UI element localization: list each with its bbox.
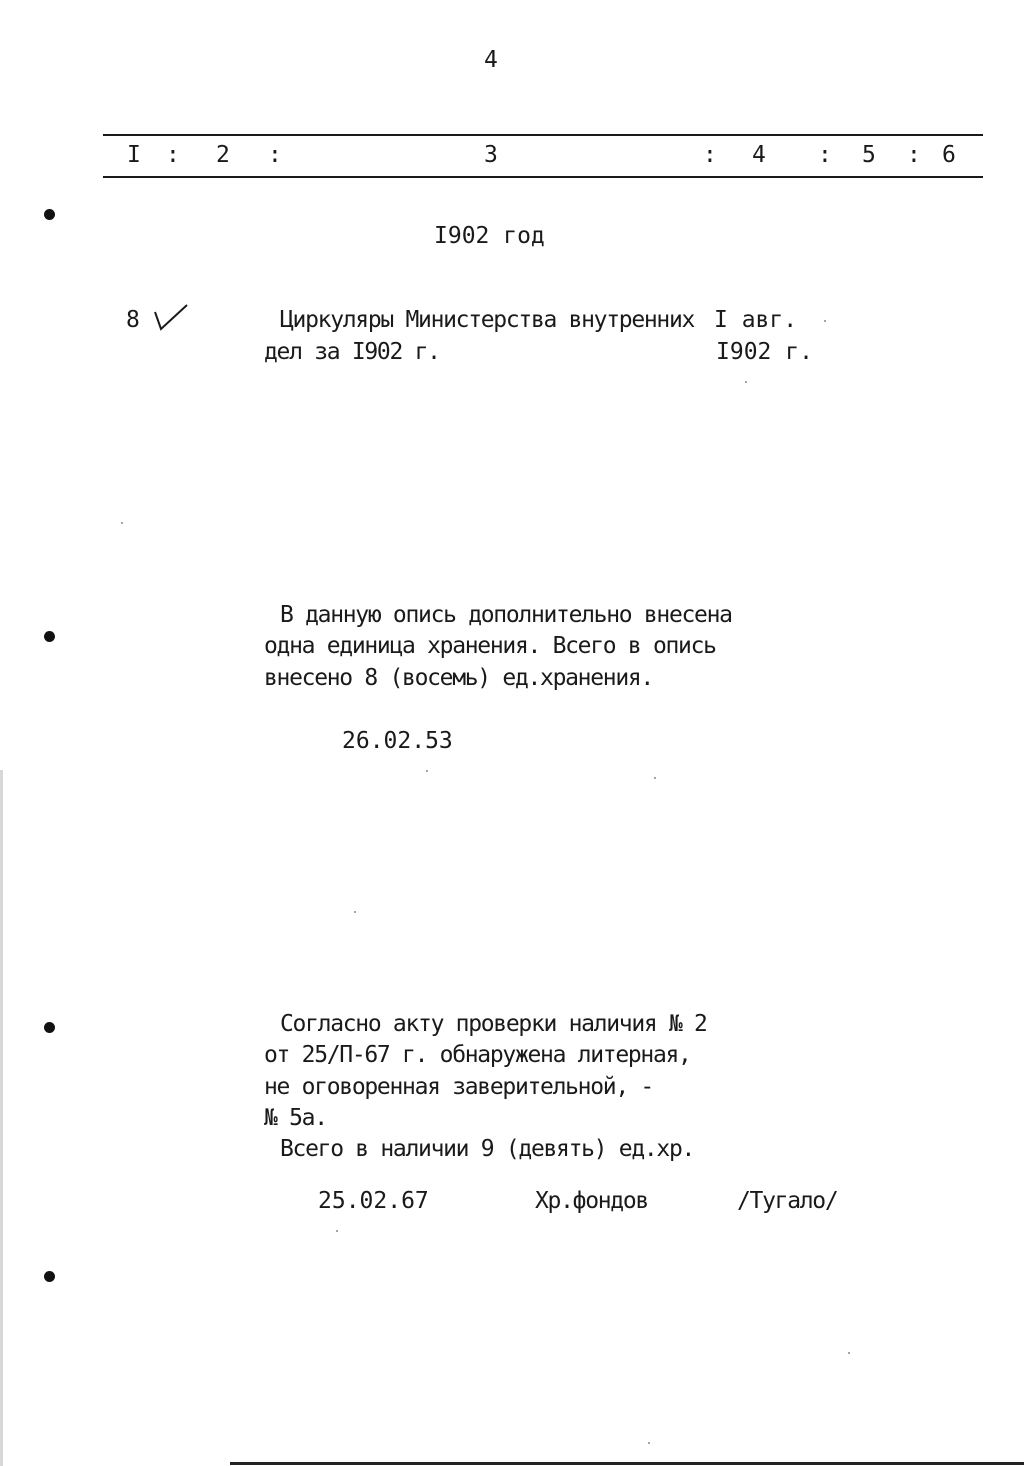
note-1-line: внесено 8 (восемь) ед.хранения. [264, 665, 653, 691]
page-number: 4 [484, 47, 498, 73]
punch-hole [44, 1271, 55, 1282]
column-separator: : [818, 142, 832, 168]
note-2-signature: /Тугало/ [737, 1188, 838, 1214]
column-header-1: I [127, 142, 141, 168]
note-2-line: Согласно акту проверки наличия № 2 [280, 1011, 707, 1037]
note-2-date: 25.02.67 [318, 1188, 429, 1214]
scan-speck [745, 381, 747, 383]
note-1-line: одна единица хранения. Всего в опись [264, 633, 716, 659]
punch-hole [44, 631, 55, 642]
punch-hole [44, 1022, 55, 1033]
scan-left-edge [0, 770, 3, 1466]
column-header-2: 2 [216, 142, 230, 168]
column-separator: : [268, 142, 282, 168]
column-header-5: 5 [862, 142, 876, 168]
entry-date-line-2: I902 г. [716, 339, 813, 365]
note-1-line: В данную опись дополнительно внесена [280, 602, 732, 628]
column-separator: : [166, 142, 180, 168]
note-2-line: № 5а. [264, 1105, 327, 1131]
scan-bottom-edge [230, 1462, 1024, 1465]
note-2-line: Всего в наличии 9 (девять) ед.хр. [280, 1136, 695, 1162]
scan-speck [648, 1442, 650, 1444]
entry-title-line-2: дел за I902 г. [264, 339, 440, 365]
scan-speck [824, 320, 826, 322]
punch-hole [44, 209, 55, 220]
scan-speck [354, 911, 356, 913]
entry-number: 8 [126, 307, 140, 333]
header-bottom-rule [103, 176, 983, 178]
entry-title-line-1: Циркуляры Министерства внутренних [280, 307, 695, 333]
note-2-line: не оговоренная заверительной, - [264, 1074, 653, 1100]
year-heading: I902 год [434, 223, 545, 249]
note-2-position: Хр.фондов [535, 1188, 648, 1214]
scan-speck [654, 777, 656, 779]
entry-date-line-1: I авг. [714, 307, 798, 333]
header-top-rule [103, 134, 983, 136]
scan-speck [426, 770, 428, 772]
checkmark-icon [152, 302, 190, 334]
scan-speck [336, 1230, 338, 1232]
scan-speck [848, 1352, 850, 1354]
note-2-line: от 25/П-67 г. обнаружена литерная, [264, 1042, 691, 1068]
column-separator: : [907, 142, 921, 168]
column-header-6: 6 [942, 142, 956, 168]
column-header-3: 3 [484, 142, 498, 168]
column-header-4: 4 [752, 142, 766, 168]
scan-speck [121, 522, 123, 524]
note-1-date: 26.02.53 [342, 728, 453, 754]
column-separator: : [703, 142, 717, 168]
